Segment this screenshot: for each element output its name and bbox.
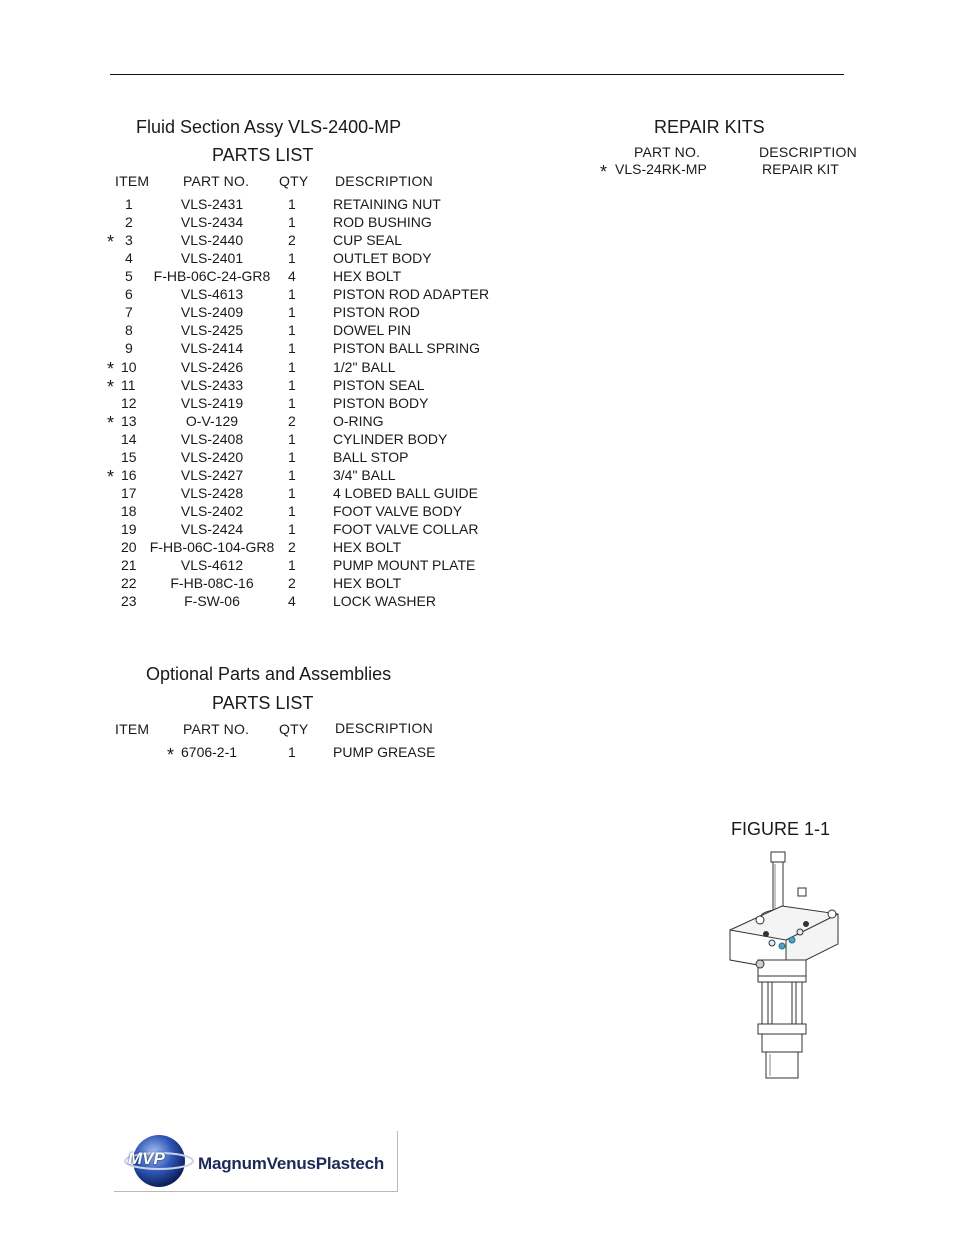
row-description: FOOT VALVE BODY — [333, 502, 463, 519]
row-star: * — [107, 466, 115, 487]
row-item: 23 — [121, 593, 137, 610]
row-part-no: VLS-2431 — [180, 196, 244, 212]
row-item: 16 — [121, 466, 137, 483]
header-qty: QTY — [279, 173, 309, 189]
row-item: 20 — [121, 539, 137, 555]
row-description: ROD BUSHING — [333, 214, 432, 231]
repair-kits-title: REPAIR KITS — [654, 117, 765, 137]
table-row — [0, 467, 600, 485]
row-description: 4 LOBED BALL GUIDE — [333, 484, 478, 501]
row-qty: 1 — [288, 358, 296, 375]
table-row — [0, 539, 600, 557]
row-description: PISTON BODY — [333, 394, 429, 411]
table-row — [0, 232, 600, 253]
optional-header-description: DESCRIPTION — [335, 720, 433, 736]
row-item: 1 — [125, 196, 133, 212]
row-item: 22 — [121, 575, 137, 591]
row-qty: 2 — [288, 412, 296, 429]
table-row — [0, 503, 600, 521]
row-star: * — [107, 358, 115, 379]
row-part-no: F-HB-08C-16 — [170, 575, 254, 591]
optional-qty: 1 — [288, 744, 296, 760]
row-part-no: VLS-4612 — [180, 557, 244, 573]
optional-description: PUMP GREASE — [333, 744, 436, 760]
header-item: ITEM — [115, 173, 150, 189]
table-row — [0, 304, 600, 322]
row-description: BALL STOP — [333, 448, 409, 465]
row-item: 17 — [121, 484, 137, 501]
row-qty: 4 — [288, 268, 296, 285]
row-item: 12 — [121, 394, 137, 411]
row-description: PISTON BALL SPRING — [333, 340, 481, 357]
row-item: 9 — [125, 340, 133, 357]
row-description: PUMP MOUNT PLATE — [333, 557, 476, 573]
logo-badge: MVP — [128, 1149, 165, 1168]
table-row — [0, 196, 600, 214]
table-row — [0, 340, 600, 358]
row-qty: 1 — [288, 448, 296, 465]
row-qty: 2 — [288, 539, 296, 555]
row-part-no: VLS-4613 — [180, 286, 244, 303]
row-item: 2 — [125, 214, 133, 231]
row-qty: 1 — [288, 376, 296, 393]
row-qty: 1 — [288, 322, 296, 339]
row-description: PISTON ROD ADAPTER — [333, 286, 490, 303]
pump-assembly-drawing — [720, 848, 850, 1084]
figure-caption: FIGURE 1-1 — [731, 819, 831, 839]
row-description: HEX BOLT — [333, 575, 402, 591]
repair-kit-description: REPAIR KIT — [762, 161, 839, 177]
optional-parts-list-title: PARTS LIST — [212, 693, 314, 713]
row-item: 3 — [125, 232, 133, 249]
row-qty: 1 — [288, 286, 296, 303]
row-description: 3/4" BALL — [333, 466, 396, 483]
row-item: 7 — [125, 304, 133, 321]
row-qty: 1 — [288, 394, 296, 411]
row-part-no: VLS-2440 — [180, 232, 244, 249]
row-item: 11 — [121, 376, 136, 393]
row-part-no: VLS-2408 — [180, 430, 244, 447]
row-item: 19 — [121, 520, 137, 537]
row-item: 18 — [121, 502, 137, 519]
optional-header-qty: QTY — [279, 721, 309, 737]
row-item: 5 — [125, 268, 133, 285]
header-description: DESCRIPTION — [335, 173, 433, 189]
row-qty: 1 — [288, 466, 296, 483]
row-part-no: VLS-2428 — [180, 484, 244, 501]
row-star: * — [107, 376, 115, 397]
parts-list-title: PARTS LIST — [212, 145, 314, 165]
row-part-no: F-HB-06C-104-GR8 — [149, 539, 275, 555]
table-row — [0, 485, 600, 503]
row-qty: 2 — [288, 575, 296, 591]
row-description: RETAINING NUT — [333, 196, 441, 212]
row-qty: 1 — [288, 250, 296, 267]
row-qty: 1 — [288, 557, 296, 573]
row-item: 6 — [125, 286, 133, 303]
row-item: 15 — [121, 448, 137, 465]
row-part-no: VLS-2402 — [180, 502, 244, 519]
row-qty: 1 — [288, 214, 296, 231]
row-description: CYLINDER BODY — [333, 430, 448, 447]
repair-header-part-no: PART NO. — [634, 144, 701, 160]
row-part-no: VLS-2424 — [180, 520, 244, 537]
row-part-no: VLS-2409 — [180, 304, 244, 321]
row-part-no: VLS-2414 — [180, 340, 244, 357]
repair-kit-part-no: VLS-24RK-MP — [615, 161, 707, 177]
table-row — [0, 286, 600, 304]
row-star: * — [107, 232, 115, 253]
table-row — [0, 593, 600, 611]
logo-name: MagnumVenusPlastech — [198, 1154, 385, 1173]
row-description: PISTON ROD — [333, 304, 420, 321]
row-part-no: F-SW-06 — [184, 593, 240, 610]
top-rule — [110, 74, 844, 75]
row-part-no: VLS-2426 — [180, 358, 244, 375]
row-item: 10 — [121, 358, 137, 375]
row-description: O-RING — [333, 412, 384, 429]
row-description: HEX BOLT — [333, 268, 402, 285]
row-description: HEX BOLT — [333, 539, 402, 555]
repair-kit-star: * — [600, 162, 608, 182]
row-part-no: VLS-2433 — [180, 376, 244, 393]
table-row — [0, 521, 600, 539]
row-qty: 1 — [288, 502, 296, 519]
table-row — [0, 268, 600, 286]
table-row — [0, 413, 600, 431]
row-qty: 1 — [288, 196, 296, 212]
row-part-no: VLS-2420 — [180, 448, 244, 465]
row-part-no: VLS-2425 — [180, 322, 244, 339]
row-star: * — [107, 412, 115, 433]
row-part-no: VLS-2419 — [180, 394, 244, 411]
row-description: LOCK WASHER — [333, 593, 436, 610]
row-description: DOWEL PIN — [333, 322, 412, 339]
table-row — [0, 377, 600, 395]
row-description: PISTON SEAL — [333, 376, 425, 393]
header-part-no: PART NO. — [183, 173, 250, 189]
repair-header-description: DESCRIPTION — [759, 144, 857, 160]
row-qty: 1 — [288, 430, 296, 447]
row-part-no: F-HB-06C-24-GR8 — [153, 268, 271, 285]
row-qty: 1 — [288, 484, 296, 501]
row-qty: 1 — [288, 520, 296, 537]
row-description: CUP SEAL — [333, 232, 402, 249]
table-row — [0, 359, 600, 377]
row-item: 4 — [125, 250, 133, 267]
row-item: 13 — [121, 412, 137, 429]
row-description: 1/2" BALL — [333, 358, 396, 375]
optional-star: * — [167, 745, 175, 765]
row-part-no: VLS-2401 — [180, 250, 244, 267]
optional-section-title: Optional Parts and Assemblies — [146, 664, 392, 684]
row-part-no: VLS-2434 — [180, 214, 244, 231]
row-part-no: O-V-129 — [185, 412, 239, 429]
table-row — [0, 250, 600, 268]
row-qty: 4 — [288, 593, 296, 610]
row-item: 21 — [121, 557, 137, 573]
optional-header-part-no: PART NO. — [183, 721, 250, 737]
fluid-section-title: Fluid Section Assy VLS-2400-MP — [136, 117, 402, 137]
table-row — [0, 575, 600, 593]
table-row — [0, 557, 600, 575]
row-description: FOOT VALVE COLLAR — [333, 520, 479, 537]
row-qty: 1 — [288, 340, 296, 357]
table-row — [0, 214, 600, 232]
row-part-no: VLS-2427 — [180, 466, 244, 483]
row-description: OUTLET BODY — [333, 250, 432, 267]
row-item: 14 — [121, 430, 137, 447]
table-row — [0, 322, 600, 340]
table-row — [0, 395, 600, 413]
table-row — [0, 431, 600, 449]
optional-part-no: 6706-2-1 — [181, 744, 238, 760]
optional-header-item: ITEM — [115, 721, 150, 737]
table-row — [0, 449, 600, 467]
row-qty: 2 — [288, 232, 296, 249]
company-logo — [114, 1131, 398, 1192]
row-item: 8 — [125, 322, 133, 339]
row-qty: 1 — [288, 304, 296, 321]
